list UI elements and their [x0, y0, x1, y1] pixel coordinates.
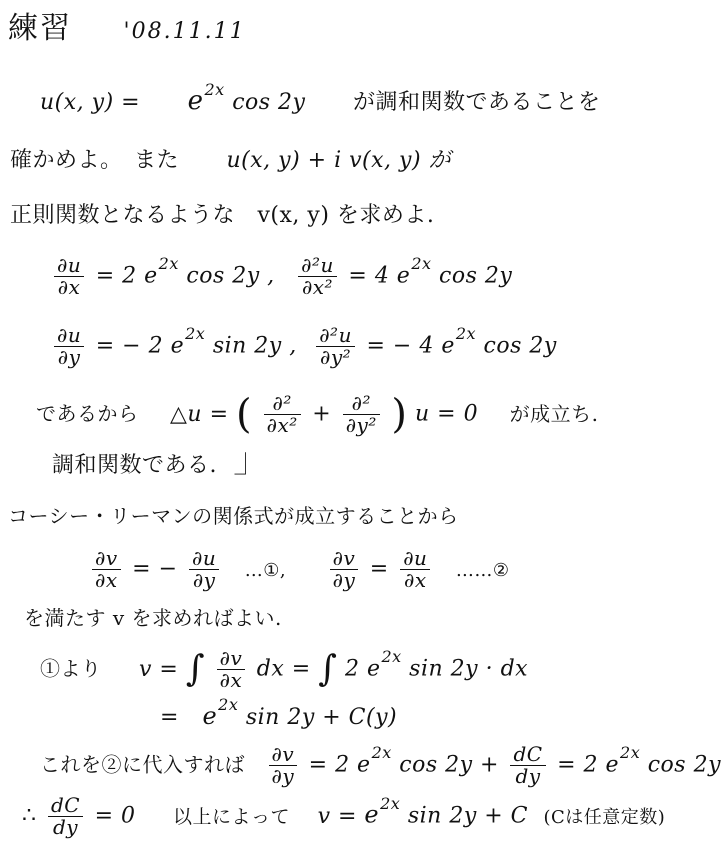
du-dy-fraction-cr [189, 548, 219, 591]
laplace-line [36, 393, 598, 436]
d2u-dx2-den: ∂x² [301, 275, 334, 299]
op2-den: ∂y² [345, 413, 377, 437]
op-plus: + [312, 401, 332, 427]
dv-dy-num: ∂v [330, 548, 359, 570]
du-dy-coef: = − 2 e [95, 333, 185, 359]
subst-mid: = 2 e [308, 752, 371, 778]
subst-tail: cos 2y + [399, 752, 499, 778]
cauchy-intro-text: コーシー・リーマンの関係式が成立することから [8, 504, 459, 528]
dv-dx-fraction [92, 548, 121, 591]
laplace-prefix: であるから [36, 401, 139, 426]
therefore-symbol: ∴ [22, 803, 37, 829]
d2u-dy2-den: ∂y² [320, 345, 352, 369]
d2u-dx2-coef: = 4 e [348, 263, 411, 289]
date-text: '08.11.11 [123, 19, 246, 44]
dv-dy-fraction [330, 548, 359, 591]
op1-den: ∂x² [266, 413, 298, 437]
final-base: e [364, 800, 380, 829]
problem-text-3: 正則関数となるような v(x, y) を求めよ. [10, 203, 435, 228]
result-equals: = [160, 705, 179, 730]
problem-line-2 [10, 150, 451, 172]
v-equals: v = [139, 656, 179, 682]
from-eq1-text: ①より [40, 656, 102, 681]
du-dy-tail: sin 2y , [212, 333, 297, 359]
subst-text: これを②に代入すれば [40, 752, 245, 777]
qed-mark: ⏌ [234, 453, 258, 478]
cos-term: cos 2y [232, 90, 306, 115]
d2u-dy2-tail: cos 2y [483, 333, 557, 359]
subst-rhs-tail: cos 2y [647, 752, 721, 778]
integrand-fraction [217, 648, 246, 691]
eq1-rhs-den: ∂y [192, 568, 216, 592]
final-dc-den: dy [53, 815, 79, 839]
subst-lhs-fraction [269, 744, 298, 787]
eq1-mid: = − [132, 556, 178, 582]
d2-dx2-operator [264, 393, 301, 436]
d2u-dx2-fraction [298, 255, 337, 298]
satisfy-line [24, 608, 282, 628]
laplace-delta: △u = [170, 401, 229, 427]
du-dy-num: ∂u [54, 325, 84, 347]
subst-lhs-den: ∂y [271, 764, 295, 788]
integration-line [40, 648, 528, 691]
laplace-suffix: が成立ち. [509, 401, 599, 426]
d2u-dy2-coef: = − 4 e [366, 333, 455, 359]
integral-1-tail: dx = [256, 656, 311, 682]
dc-den: dy [515, 764, 541, 788]
final-text: 以上によって [173, 805, 291, 828]
integrand-den: ∂x [219, 668, 243, 692]
right-paren: ) [391, 391, 408, 438]
title-text: 練習 [8, 11, 72, 46]
du-dx-exp: 2x [158, 253, 179, 273]
du-dx-fraction [54, 255, 84, 298]
eq2-mid: = [369, 556, 389, 582]
op1-num: ∂² [264, 393, 301, 415]
problem-text-1: が調和関数であることを [352, 90, 601, 115]
integral-2-tail: sin 2y · dx [409, 656, 529, 682]
substitution-line [40, 744, 721, 787]
laplace-tail: u = 0 [414, 401, 479, 427]
dv-dy-den: ∂y [332, 568, 356, 592]
eq2-rhs-num: ∂u [400, 548, 430, 570]
cauchy-riemann-equations [88, 548, 510, 591]
d2u-dx2-tail: cos 2y [439, 263, 513, 289]
d2u-dy2-fraction [316, 325, 355, 368]
d2u-dx2-exp: 2x [411, 253, 432, 273]
du-dx-den: ∂x [57, 275, 81, 299]
d2u-dx2-num: ∂²u [298, 255, 337, 277]
du-dx-num: ∂u [54, 255, 84, 277]
integral-2-exp: 2x [381, 646, 402, 666]
final-eq: = 0 [94, 803, 136, 829]
derivative-line-1 [50, 255, 512, 298]
exp-power: 2x [204, 80, 225, 99]
problem-text-2a: 確かめよ。 また [10, 148, 180, 173]
final-line [22, 795, 665, 838]
page-title [8, 11, 246, 46]
integral-2-body: 2 e [344, 656, 381, 682]
result-exp: 2x [218, 695, 239, 714]
d2u-dy2-num: ∂²u [316, 325, 355, 347]
u-definition-lhs: u(x, y) = [40, 90, 141, 115]
du-dy-fraction [54, 325, 84, 368]
result-line [160, 695, 398, 730]
du-dx-coef: = 2 e [95, 263, 158, 289]
final-dc-num: dC [48, 795, 83, 817]
left-paren: ( [236, 391, 253, 438]
d2u-dy2-exp: 2x [455, 323, 477, 343]
exp-base: e [187, 86, 204, 116]
problem-line-1 [40, 80, 601, 116]
dv-dx-den: ∂x [95, 568, 118, 592]
subst-rhs: = 2 e [557, 752, 620, 778]
final-tail: sin 2y + C [407, 803, 528, 829]
result-base: e [202, 702, 218, 730]
conclusion-text: 調和関数である. [52, 453, 217, 478]
du-dy-den: ∂y [57, 345, 81, 369]
final-exp: 2x [380, 793, 401, 813]
result-tail: sin 2y + C(y) [245, 705, 398, 730]
integral-sign-2: ∫ [318, 648, 338, 690]
du-dx-fraction-cr [400, 548, 430, 591]
problem-math-2: u(x, y) + i v(x, y) が [226, 148, 452, 173]
du-dy-exp: 2x [185, 323, 206, 343]
dc-num: dC [510, 744, 545, 766]
eq2-rhs-den: ∂x [403, 568, 427, 592]
eq1-tag: …①, [244, 559, 287, 581]
subst-lhs-num: ∂v [269, 744, 298, 766]
op2-num: ∂² [343, 393, 380, 415]
conclusion-line [52, 455, 257, 477]
eq2-tag: ……② [455, 559, 510, 581]
final-v: v = [317, 803, 357, 829]
integral-sign-1: ∫ [185, 648, 206, 690]
du-dx-tail: cos 2y , [186, 263, 275, 289]
derivative-line-2 [50, 325, 557, 368]
integrand-num: ∂v [217, 648, 246, 670]
dv-dx-num: ∂v [92, 548, 121, 570]
subst-exp: 2x [371, 742, 392, 762]
satisfy-text: を満たす v を求めればよい. [24, 606, 282, 630]
dc-dy-fraction [510, 744, 545, 787]
subst-rhs-exp: 2x [620, 742, 641, 762]
cauchy-riemann-intro [8, 506, 459, 526]
eq1-rhs-num: ∂u [189, 548, 219, 570]
final-note: (Cは任意定数) [543, 806, 666, 828]
problem-line-3 [10, 205, 434, 227]
d2-dy2-operator [343, 393, 380, 436]
final-dc-fraction [48, 795, 83, 838]
